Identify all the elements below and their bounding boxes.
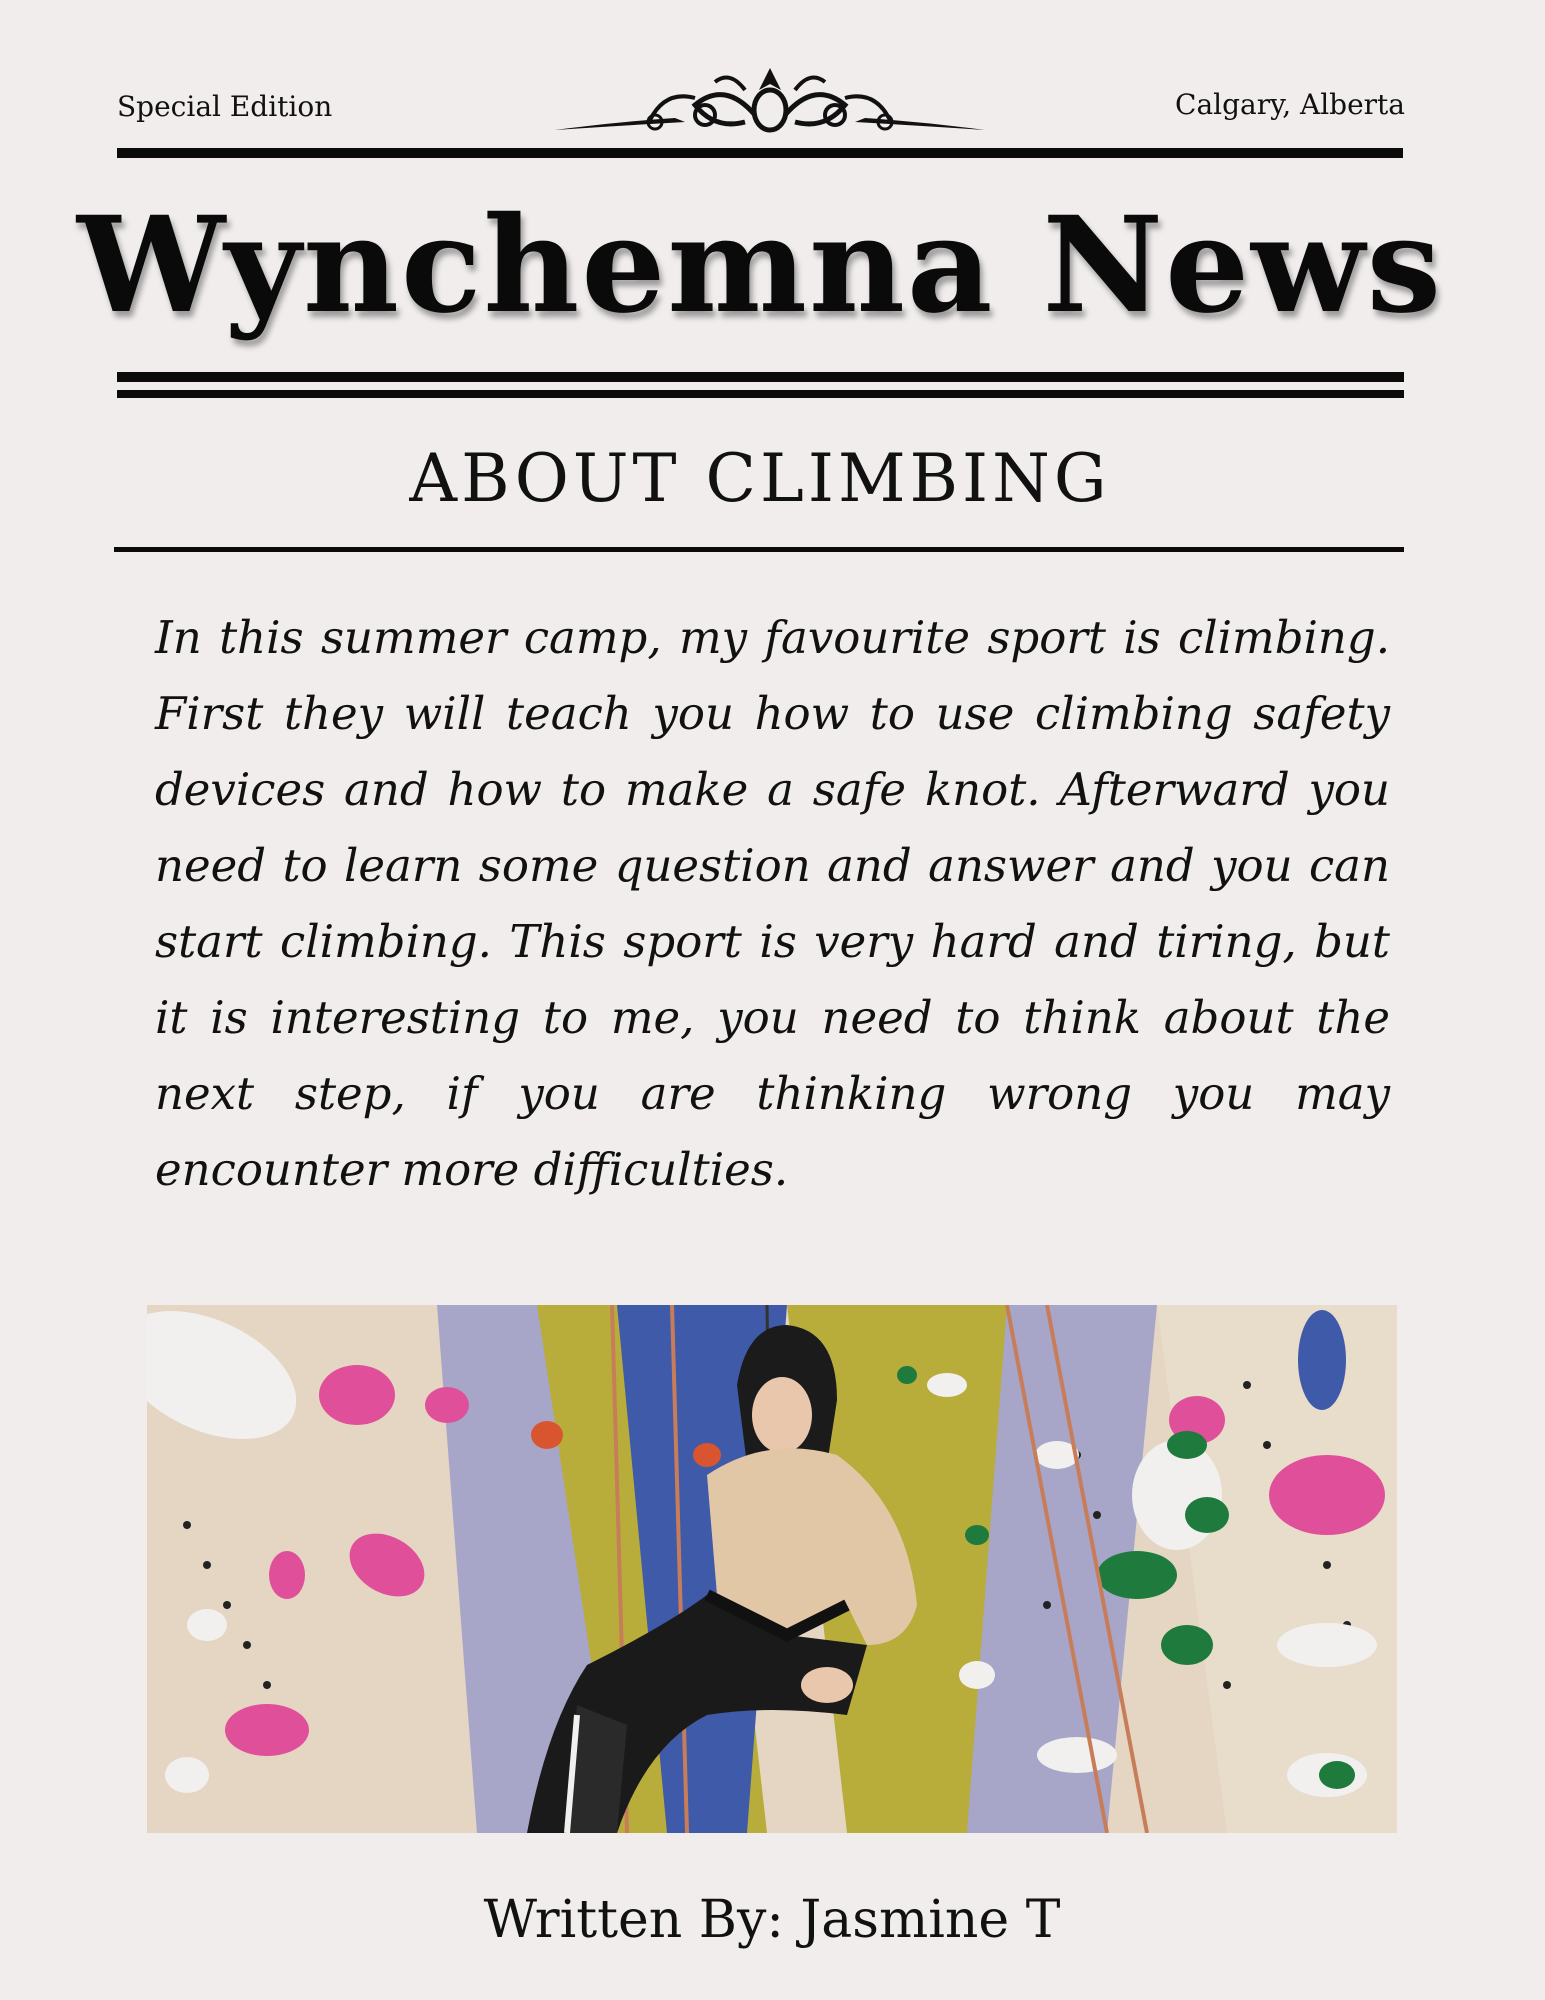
masthead-rule-lower	[117, 390, 1404, 398]
article-title: ABOUT CLIMBING	[409, 440, 1111, 517]
author-byline: Written By: Jasmine T	[483, 1890, 1061, 1950]
flourish-ornament-icon	[555, 60, 985, 140]
climbing-wall-image	[147, 1305, 1397, 1833]
section-rule	[114, 547, 1404, 552]
edition-label: Special Edition	[117, 90, 333, 123]
masthead-rule-upper	[117, 372, 1404, 382]
climbing-photo	[147, 1305, 1397, 1833]
location-label: Calgary, Alberta	[1175, 88, 1405, 121]
article-body: In this summer camp, my favourite sport is climbing. First they will teach you how to use climbing safety devices and how to make a safe knot. Afterward you need to learn some question and answer and you can start climbing. This sport is very hard and tiring, but it is interesting to me, you need to think about the next step, if you are thinking wrong you may encounter more difficulties.	[155, 611, 1390, 1196]
top-rule	[117, 148, 1403, 158]
masthead-title: Wynchemna News	[76, 188, 1444, 343]
